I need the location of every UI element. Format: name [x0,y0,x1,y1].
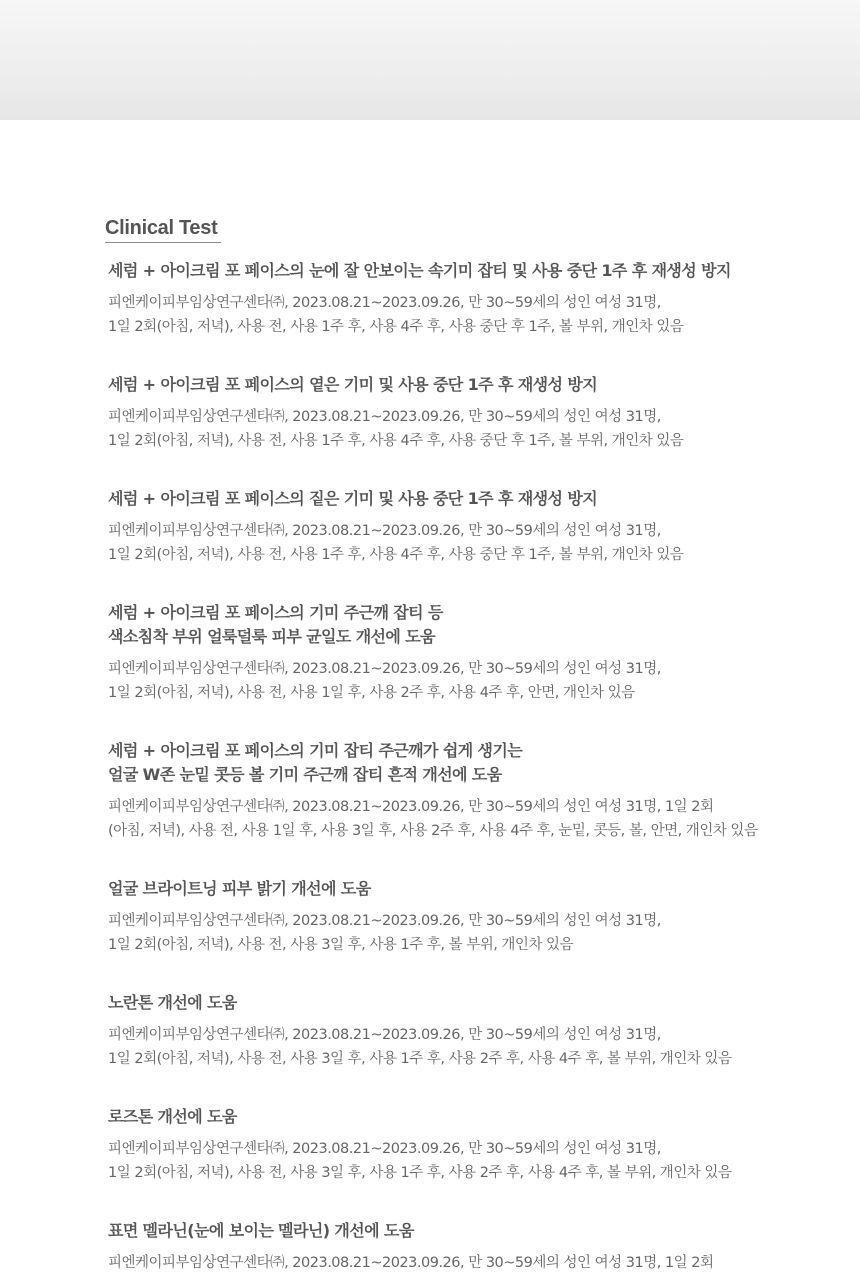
clinical-item-detail: 피엔케이피부임상연구센타㈜, 2023.08.21~2023.09.26, 만 30~59세의 성인 여성 31명, 1일 2회 (아침, 저녁), 사용 전, 사용 1일 후, 사용 3일 후, 사용 2주 후, 사용 4주 후, 눈밑, 콧등, 볼, 안면, 개인차 있음 [108,799,758,839]
clinical-item-detail: 피엔케이피부임상연구센타㈜, 2023.08.21~2023.09.26, 만 30~59세의 성인 여성 31명, 1일 2회 [108,1255,714,1271]
clinical-item-1 [108,259,808,339]
clinical-item-4 [108,601,808,705]
clinical-item-2 [108,373,808,453]
clinical-item-heading: 세럼 + 아이크림 포 페이스의 짙은 기미 및 사용 중단 1주 후 재생성 방지 [108,489,598,508]
clinical-item-heading: 노란톤 개선에 도움 [108,993,237,1012]
clinical-item-heading: 세럼 + 아이크림 포 페이스의 옅은 기미 및 사용 중단 1주 후 재생성 방지 [108,375,598,394]
clinical-item-heading: 세럼 + 아이크림 포 페이스의 기미 주근깨 잡티 등 색소침착 부위 얼룩덜룩 피부 균일도 개선에 도움 [108,603,443,646]
clinical-item-detail: 피엔케이피부임상연구센타㈜, 2023.08.21~2023.09.26, 만 30~59세의 성인 여성 31명, 1일 2회(아침, 저녁), 사용 전, 사용 1주 후, 사용 4주 후, 사용 중단 후 1주, 볼 부위, 개인차 있음 [108,295,684,335]
clinical-item-heading: 표면 멜라닌(눈에 보이는 멜라닌) 개선에 도움 [108,1221,414,1240]
clinical-test-section [105,216,808,1275]
section-title: Clinical Test [105,216,221,243]
clinical-item-detail: 피엔케이피부임상연구센타㈜, 2023.08.21~2023.09.26, 만 30~59세의 성인 여성 31명, 1일 2회(아침, 저녁), 사용 전, 사용 1주 후, 사용 4주 후, 사용 중단 후 1주, 볼 부위, 개인차 있음 [108,523,684,563]
clinical-item-6 [108,877,808,957]
clinical-item-detail: 피엔케이피부임상연구센타㈜, 2023.08.21~2023.09.26, 만 30~59세의 성인 여성 31명, 1일 2회(아침, 저녁), 사용 전, 사용 3일 후, 사용 1주 후, 볼 부위, 개인차 있음 [108,913,661,953]
clinical-item-detail: 피엔케이피부임상연구센타㈜, 2023.08.21~2023.09.26, 만 30~59세의 성인 여성 31명, 1일 2회(아침, 저녁), 사용 전, 사용 3일 후, 사용 1주 후, 사용 2주 후, 사용 4주 후, 볼 부위, 개인차 있음 [108,1027,732,1067]
clinical-item-heading: 얼굴 브라이트닝 피부 밝기 개선에 도움 [108,879,371,898]
clinical-item-8 [108,1105,808,1185]
clinical-item-9 [108,1219,808,1275]
clinical-item-heading: 세럼 + 아이크림 포 페이스의 눈에 잘 안보이는 속기미 잡티 및 사용 중단 1주 후 재생성 방지 [108,261,731,280]
clinical-item-heading: 로즈톤 개선에 도움 [108,1107,237,1126]
clinical-item-5 [108,739,808,843]
top-banner-area [0,0,860,120]
clinical-item-3 [108,487,808,567]
clinical-item-detail: 피엔케이피부임상연구센타㈜, 2023.08.21~2023.09.26, 만 30~59세의 성인 여성 31명, 1일 2회(아침, 저녁), 사용 전, 사용 1주 후, 사용 4주 후, 사용 중단 후 1주, 볼 부위, 개인차 있음 [108,409,684,449]
clinical-item-detail: 피엔케이피부임상연구센타㈜, 2023.08.21~2023.09.26, 만 30~59세의 성인 여성 31명, 1일 2회(아침, 저녁), 사용 전, 사용 3일 후, 사용 1주 후, 사용 2주 후, 사용 4주 후, 볼 부위, 개인차 있음 [108,1141,732,1181]
clinical-item-heading: 세럼 + 아이크림 포 페이스의 기미 잡티 주근깨가 쉽게 생기는 얼굴 W존 눈밑 콧등 볼 기미 주근깨 잡티 흔적 개선에 도움 [108,741,523,784]
clinical-item-detail: 피엔케이피부임상연구센타㈜, 2023.08.21~2023.09.26, 만 30~59세의 성인 여성 31명, 1일 2회(아침, 저녁), 사용 전, 사용 1일 후, 사용 2주 후, 사용 4주 후, 안면, 개인차 있음 [108,661,661,701]
clinical-item-7 [108,991,808,1071]
